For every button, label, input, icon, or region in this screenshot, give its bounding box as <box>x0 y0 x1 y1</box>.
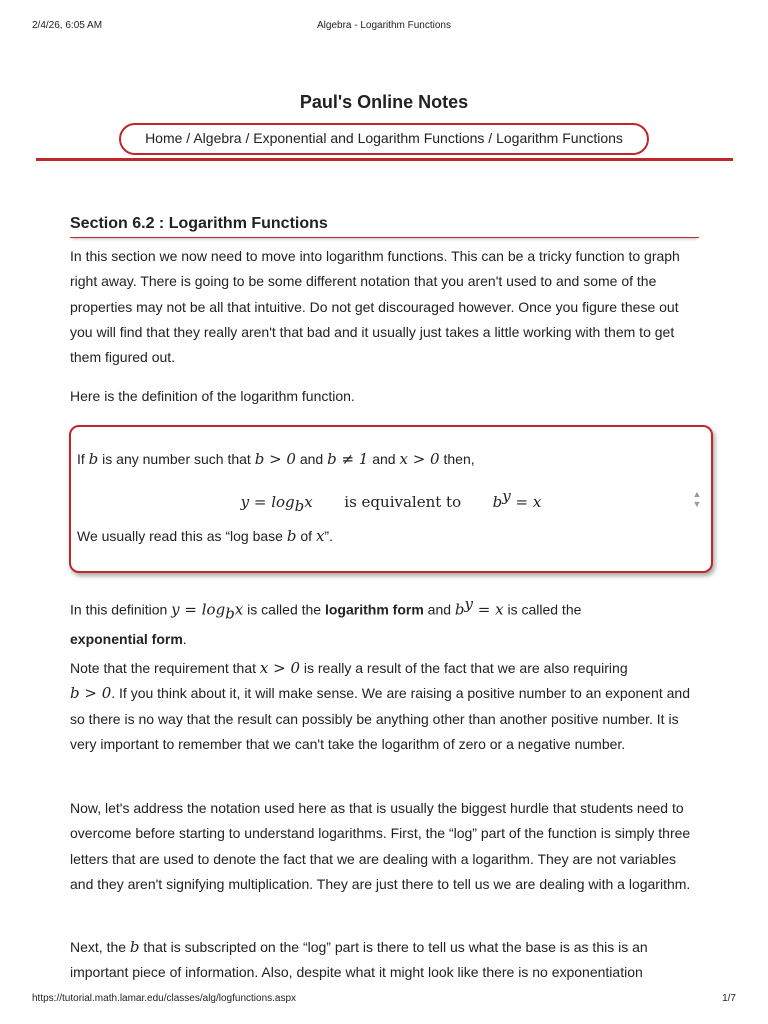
site-title[interactable]: Paul's Online Notes <box>299 92 469 112</box>
print-datetime: 2/4/26, 6:05 AM <box>32 20 103 31</box>
print-url: https://tutorial.math.lamar.edu/classes/alg/logfunctions.aspx <box>32 993 297 1004</box>
logarithm-form-term: logarithm form <box>324 601 424 618</box>
forms-paragraph: In this definition $y = \log_bx$ is called the logarithm form and $b^y = x$ is called the exponential form. <box>70 595 582 647</box>
definition-formula: $y = \log_bx$ is equivalent to $b^y = x$ <box>240 487 542 515</box>
breadcrumb-logarithm-functions[interactable]: Logarithm Functions <box>496 130 623 146</box>
definition-lead: Here is the definition of the logarithm function. <box>70 388 355 404</box>
header-divider <box>36 158 733 161</box>
breadcrumb-separator: / <box>182 130 194 146</box>
definition-condition: If b is any number such that b > 0 and b ≠ 1 and x > 0 then, <box>77 450 475 468</box>
print-footer <box>32 993 736 1007</box>
breadcrumb-home[interactable]: Home <box>145 130 183 146</box>
base-paragraph: Next, the b that is subscripted on the “log” part is there to tell us what the base is as this is an important piece of information. Also, despite what it might look like there is no exponentiation <box>70 938 648 981</box>
definition-box <box>69 425 713 573</box>
up-down-arrows-icon[interactable]: ▲ ▼ <box>692 489 702 509</box>
breadcrumb <box>119 123 649 155</box>
breadcrumb-separator: / <box>484 130 497 146</box>
breadcrumb-separator: / <box>241 130 254 146</box>
print-header <box>32 20 736 34</box>
exponential-form-term: exponential form <box>70 630 183 647</box>
print-page-number: 1/7 <box>722 993 736 1004</box>
print-page-title: Algebra - Logarithm Functions <box>317 20 451 31</box>
definition-reading: We usually read this as “log base b of x”. <box>77 527 333 545</box>
notation-paragraph: Now, let's address the notation used here as that is usually the biggest hurdle that students need to overcome before starting to understand logarithms. First, the “log” part of the function is simply three letters that are used to denote the fact that we are dealing with a logarithm. They are not variables and they aren't signifying multiplication. They are just there to tell us we are dealing with a logarithm. <box>70 800 691 892</box>
note-paragraph: Note that the requirement that x > 0 is really a result of the fact that we are also requiring b > 0. If you think about it, it will make sense. We are raising a positive number to an exponent and so there is no way that the result can possibly be anything other than another positive number. It is very important to remember that we can't take the logarithm of zero or a negative number. <box>70 659 690 752</box>
breadcrumb-algebra[interactable]: Algebra <box>193 130 242 146</box>
breadcrumb-exponential-logarithm[interactable]: Exponential and Logarithm Functions <box>253 130 485 146</box>
section-title: Section 6.2 : Logarithm Functions <box>70 212 699 238</box>
intro-paragraph: In this section we now need to move into logarithm functions. This can be a tricky function to graph right away. There is going to be some different notation that you aren't used to and some of the properties may not be all that intuitive. Do not get discouraged however. Once you figure these out you will find that they really aren't that bad and it usually just takes a little working with them to get them figured out. <box>70 248 680 366</box>
